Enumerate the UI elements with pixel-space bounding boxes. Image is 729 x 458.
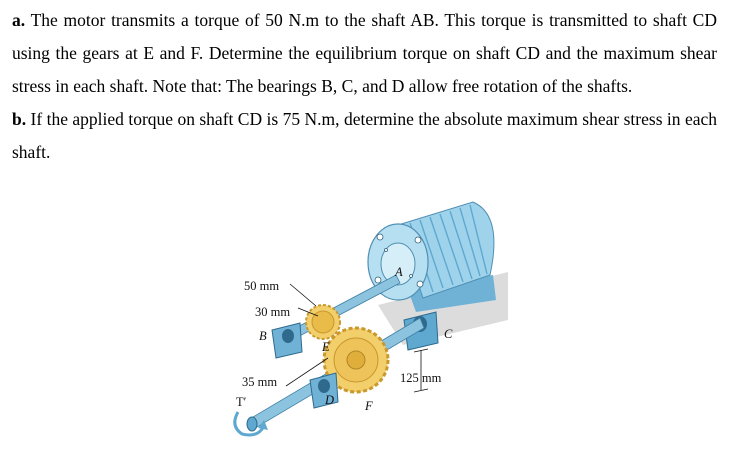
problem-text	[12, 4, 717, 169]
part-b-label: b.	[12, 109, 27, 129]
part-b-text: If the applied torque on shaft CD is 75 N.m, determine the absolute maximum shear stress in each shaft.	[12, 109, 717, 162]
label-d: D	[325, 393, 335, 407]
dim-50-label: 50 mm	[244, 279, 280, 293]
part-a-label: a.	[12, 10, 26, 30]
part-a-paragraph	[12, 4, 717, 103]
gear-shaft-figure	[228, 180, 508, 452]
label-e: E	[322, 340, 330, 354]
gear-e	[306, 305, 340, 339]
label-c: C	[444, 327, 453, 341]
bearing-b-hole	[282, 329, 294, 343]
label-a: A	[395, 265, 403, 279]
label-b: B	[259, 329, 267, 343]
part-b-paragraph	[12, 103, 717, 169]
label-f: F	[365, 399, 373, 413]
figure-drawing	[228, 180, 508, 452]
shaft-cd-end	[247, 417, 257, 431]
dim-30-label: 30 mm	[255, 305, 291, 319]
dim-125-label: 125 mm	[400, 371, 442, 385]
dim-35-label: 35 mm	[242, 375, 278, 389]
bearing-d-hole	[318, 379, 330, 393]
label-t-prime: T′	[236, 395, 247, 409]
part-a-text: The motor transmits a torque of 50 N.m to the shaft AB. This torque is transmitted to shaft CD using the gears at E and F. Determine the equilibrium torque on shaft CD and the maximum shear stress in each shaft. Note that: The bearings B, C, and D allow free rotation of the shafts.	[12, 10, 717, 96]
